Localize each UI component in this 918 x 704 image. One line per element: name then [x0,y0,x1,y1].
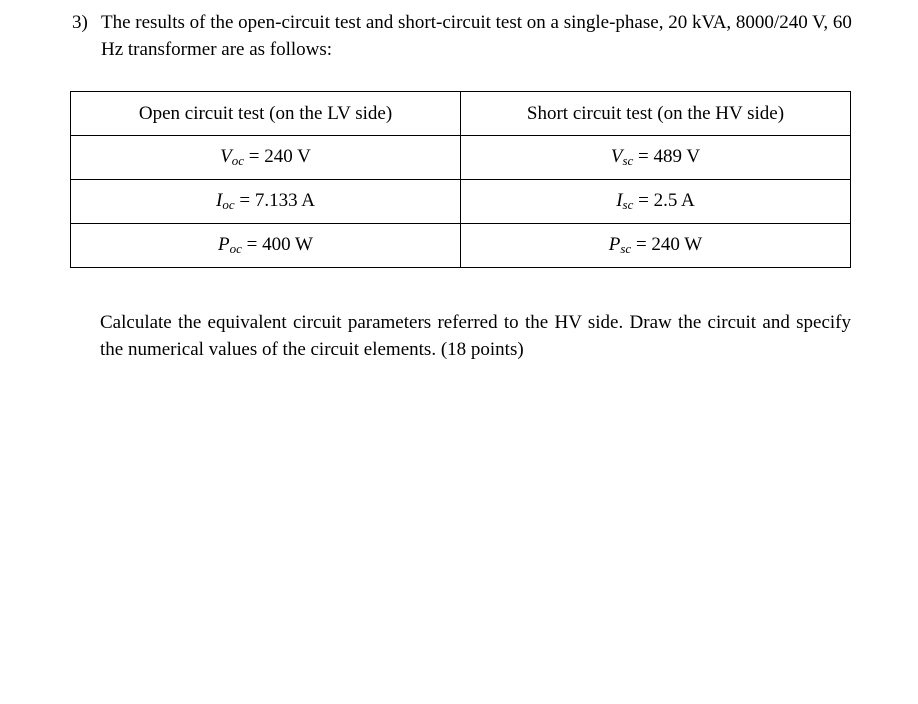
poc-value: = 400 W [246,234,313,255]
voc-symbol: V [220,146,232,167]
isc-subscript: sc [622,197,634,212]
question-text: The results of the open-circuit test and short-circuit test on a single-phase, 20 kVA, 8000/240 V, 60 Hz transformer are as follows: [101,12,852,60]
poc-subscript: oc [229,241,242,256]
psc-symbol: P [608,234,621,255]
psc-value: = 240 W [635,234,703,255]
test-results-table [70,91,851,268]
vsc-symbol: V [610,146,623,167]
table-header-row [71,92,851,136]
table-row [71,136,851,180]
psc-subscript: sc [620,241,632,256]
ioc-symbol: I [216,190,223,211]
voc-subscript: oc [231,153,245,168]
vsc-value: = 489 V [638,146,701,167]
ioc-subscript: oc [222,197,235,212]
open-circuit-header: Open circuit test (on the LV side) [71,92,461,136]
psc-cell [461,224,851,268]
ioc-cell [71,180,461,224]
table-row [71,180,851,224]
ioc-value: = 7.133 A [239,190,315,211]
vsc-cell [461,136,851,180]
voc-cell [71,136,461,180]
voc-value: = 240 V [248,146,311,167]
isc-cell [461,180,851,224]
table-row [71,224,851,268]
poc-cell [71,224,461,268]
isc-value: = 2.5 A [638,190,695,211]
vsc-subscript: sc [622,153,634,168]
question-number: 3) [72,12,88,33]
question-block [72,9,872,63]
task-instructions: Calculate the equivalent circuit parameters referred to the HV side. Draw the circuit and specify the numerical values of the circuit elements. (18 points) [100,312,851,360]
short-circuit-header: Short circuit test (on the HV side) [461,92,851,136]
poc-symbol: P [218,234,230,255]
isc-symbol: I [616,190,623,211]
